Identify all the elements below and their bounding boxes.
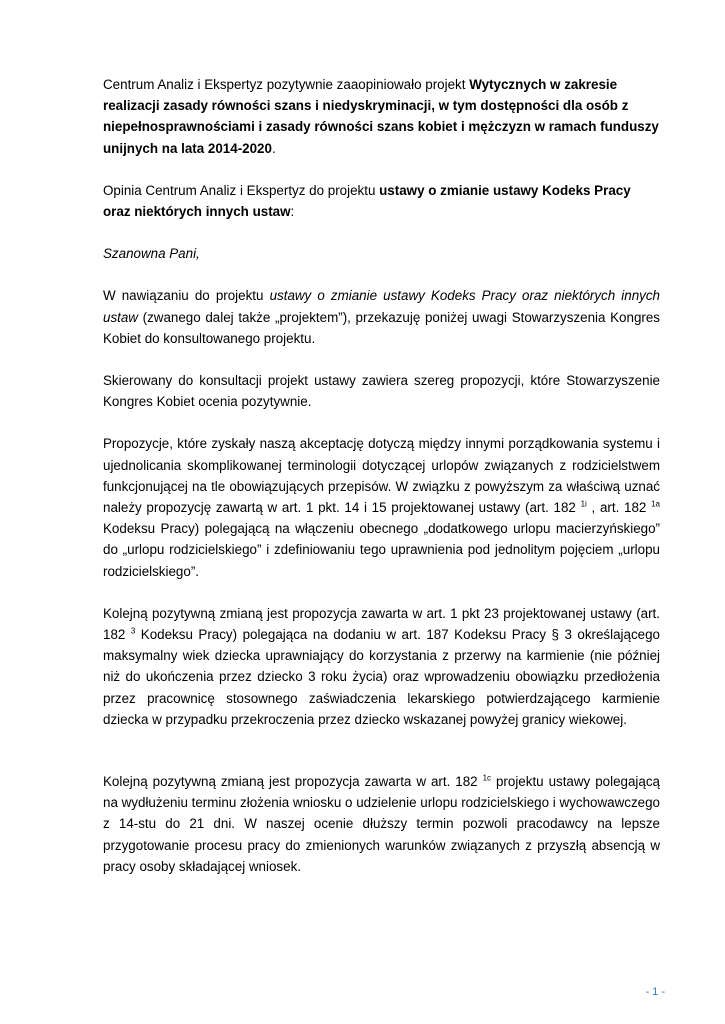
act-title: ustawy o zmianie ustawy Kodeks Pracy oraz niektórych innych ustaw: [103, 182, 631, 220]
paragraph-feeding-break: Kolejną pozytywną zmianą jest propozycja zawarta w art. 1 pkt 23 projektowanej ustawy (art. 182 $^3$ Kodeksu Pracy) polegająca na dodaniu w art. 187 Kodeksu Pracy § 3 określającego maksymalny wiek dziecka uprawniający do korzystania z przerwy na karmienie (nie później niż do ukończenia przez dziecko 3 roku życia) oraz wprowadzeniu obowiązku przedłożenia przez pracownicę stosownego zaświadczenia lekarskiego potwierdzającego karmienie dziecka w przypadku przekroczenia przez dziecko wskazanej powyżej granicy wiekowej.: [103, 605, 661, 727]
intro-paragraph: Centrum Analiz i Ekspertyz pozytywnie zaaopiniowało projekt Wytycznych w zakresie realizacji zasady równości szans i niedyskryminacji, w tym dostępności dla osób z niepełnosprawnościami i zasady równości szans kobiet i mężczyzn w ramach funduszy unijnych na lata 2014-2020.: [103, 77, 659, 156]
paragraph-summary: Skierowany do konsultacji projekt ustawy zawiera szereg propozycji, które Stowarzyszenie Kongres Kobiet ocenia pozytywnie.: [103, 373, 660, 410]
salutation: Szanowna Pani,: [103, 246, 200, 262]
paragraph-reference: W nawiązaniu do projektu ustawy o zmianie ustawy Kodeks Pracy oraz niektórych innych ustaw (zwanego dalej także „projektem”), przekazuję poniżej uwagi Stowarzyszenia Kongres Kobiet do konsultowanego projektu.: [103, 288, 660, 346]
guidelines-title: Wytycznych w zakresie realizacji zasady równości szans i niedyskryminacji, w tym dostępności dla osób z niepełnosprawnościami i zasady równości szans kobiet i mężczyzn w ramach funduszy unijnych na lata 2014-2020: [103, 77, 659, 156]
paragraph-terminology: Propozycje, które zyskały naszą akceptację dotyczą między innymi porządkowania systemu i ujednolicania skomplikowanej terminologii dotyczącej urlopów związanych z rodzicielstwem funkcjonującej na tle obowiązujących przepisów. W związku z powyższym za właściwą uznać należy propozycję zawartą w art. 1 pkt. 14 i 15 projektowanej ustawy (art. 182 $^{1i}$ , art. 182 $^{1a}$ Kodeksu Pracy) polegającą na włączeniu obecnego „dodatkowego urlopu macierzyńskiego” do „urlopu rodzicielskiego” i zdefiniowaniu tego uprawnienia pod jednolitym pojęciem „urlopu rodzicielskiego”.: [103, 436, 660, 579]
document-body: [103, 74, 660, 877]
opinion-heading: Opinia Centrum Analiz i Ekspertyz do projektu ustawy o zmianie ustawy Kodeks Pracy oraz niektórych innych ustaw:: [103, 182, 631, 220]
paragraph-application-deadline: Kolejną pozytywną zmianą jest propozycja zawarta w art. 182 $^{1c}$ projektu ustawy polegającą na wydłużeniu terminu złożenia wniosku o udzielenie urlopu rodzicielskiego i wychowawczego z 14-stu do 21 dni. W naszej ocenie dłuższy termin pozwoli pracodawcy na lepsze przygotowanie procesu pracy do zmienionych warunków związanych z przyszłą absencją w pracy osoby składającej wniosek.: [103, 773, 660, 874]
page-number: - 1 -: [645, 986, 665, 998]
